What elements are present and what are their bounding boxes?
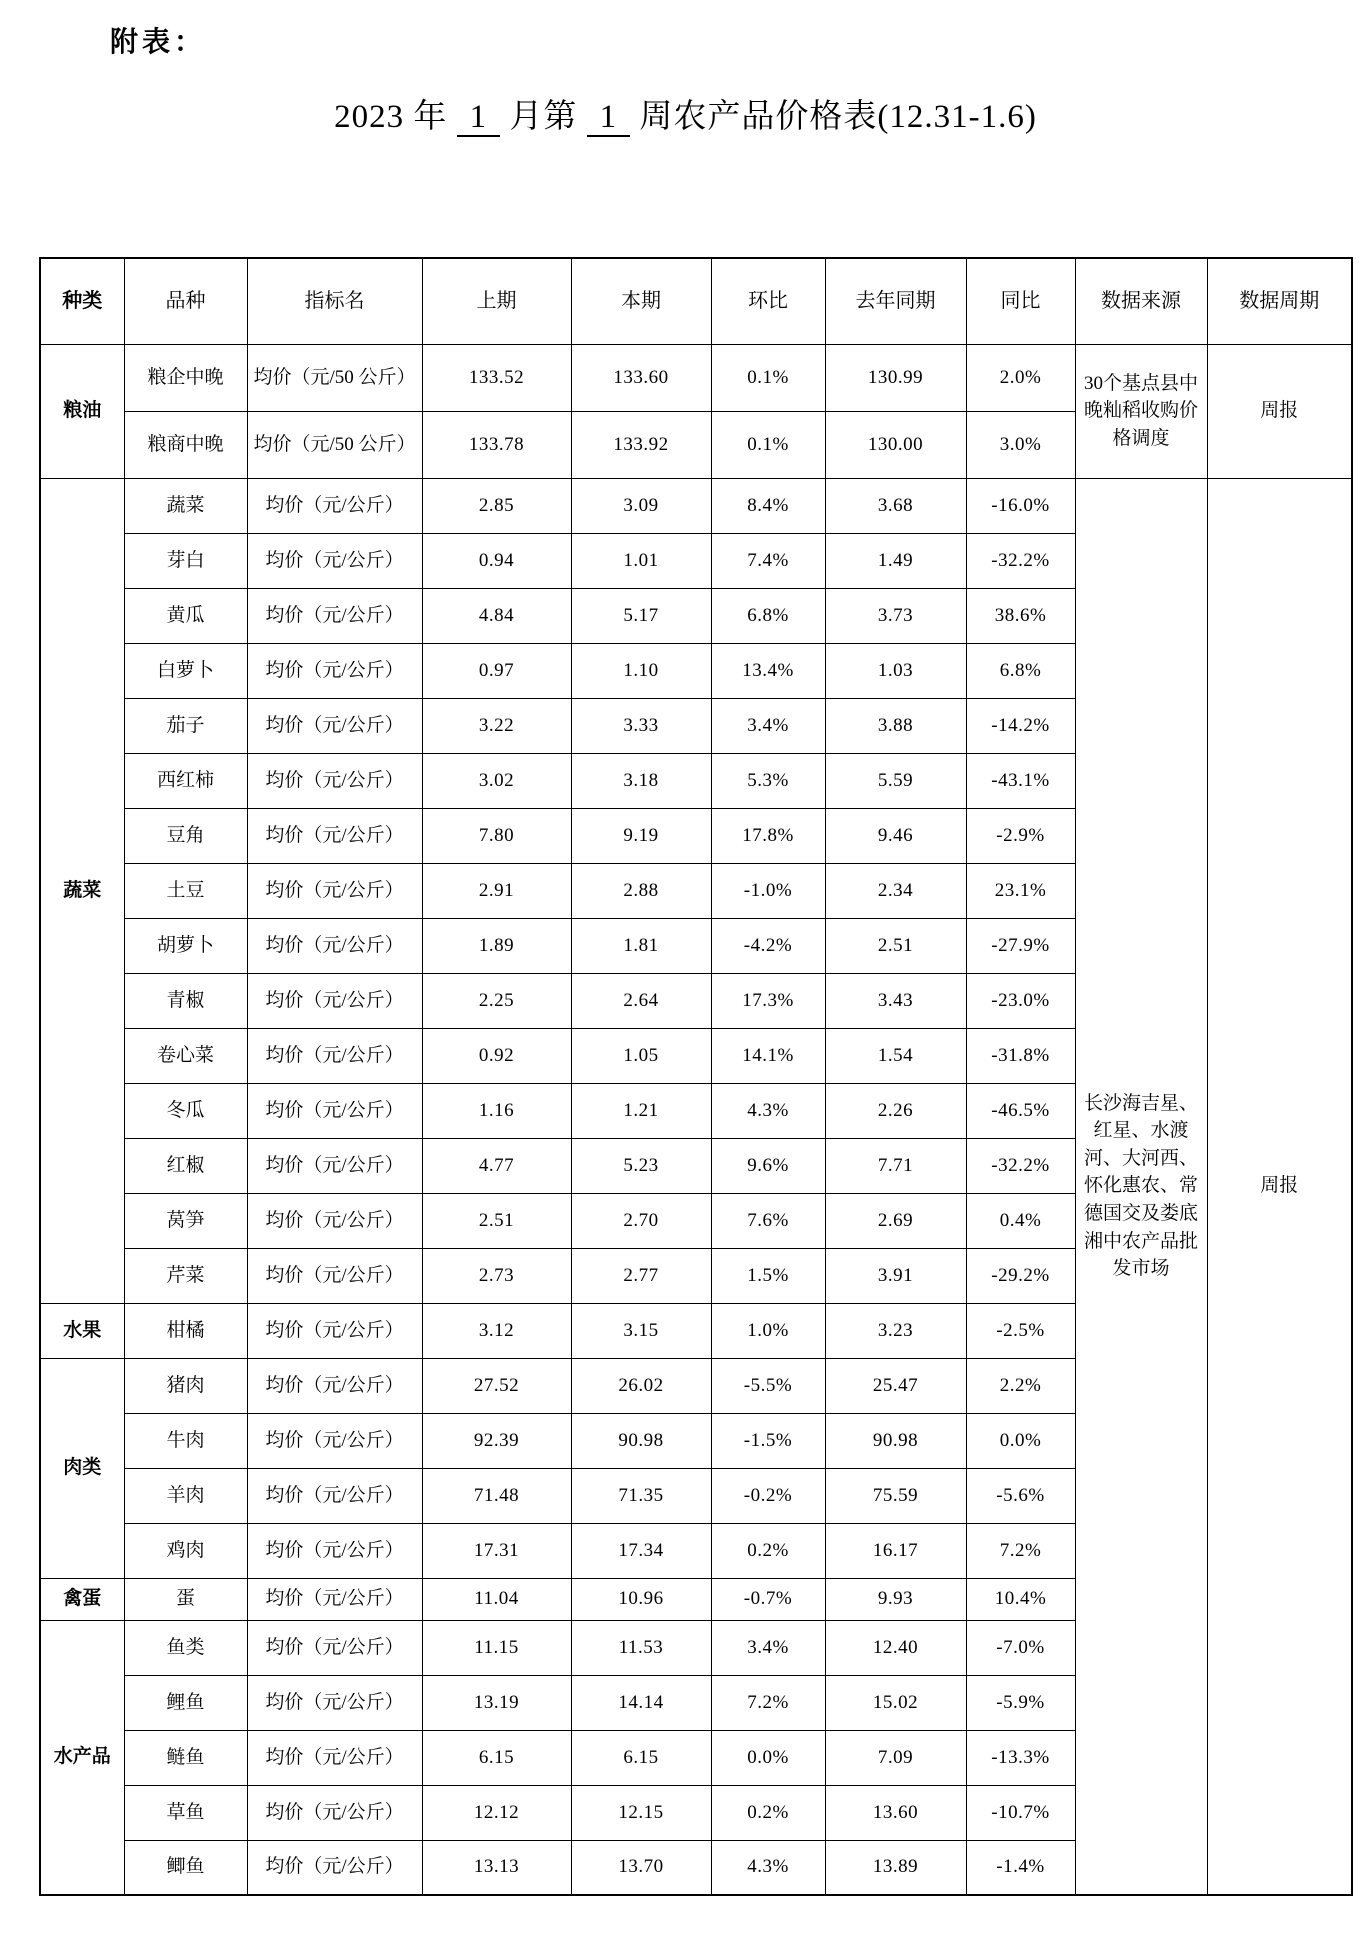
previous-period-cell: 0.97 xyxy=(422,643,571,698)
yoy-change-cell: -13.3% xyxy=(966,1730,1075,1785)
indicator-cell: 均价（元/公斤） xyxy=(247,918,422,973)
previous-period-cell: 2.85 xyxy=(422,478,571,533)
previous-period-cell: 2.25 xyxy=(422,973,571,1028)
indicator-cell: 均价（元/公斤） xyxy=(247,1303,422,1358)
header-current-period: 本期 xyxy=(571,258,711,344)
header-yoy-change: 同比 xyxy=(966,258,1075,344)
variety-cell: 芹菜 xyxy=(124,1248,247,1303)
yoy-change-cell: 0.0% xyxy=(966,1413,1075,1468)
mom-change-cell: 0.1% xyxy=(711,344,825,411)
variety-cell: 土豆 xyxy=(124,863,247,918)
previous-period-cell: 11.15 xyxy=(422,1620,571,1675)
yoy-change-cell: -32.2% xyxy=(966,1138,1075,1193)
variety-cell: 茄子 xyxy=(124,698,247,753)
previous-period-cell: 0.94 xyxy=(422,533,571,588)
yoy-change-cell: -5.6% xyxy=(966,1468,1075,1523)
yoy-change-cell: 38.6% xyxy=(966,588,1075,643)
previous-period-cell: 7.80 xyxy=(422,808,571,863)
mom-change-cell: 6.8% xyxy=(711,588,825,643)
mom-change-cell: -5.5% xyxy=(711,1358,825,1413)
yoy-change-cell: -16.0% xyxy=(966,478,1075,533)
current-period-cell: 12.15 xyxy=(571,1785,711,1840)
mom-change-cell: 3.4% xyxy=(711,698,825,753)
previous-period-cell: 2.73 xyxy=(422,1248,571,1303)
data-period-cell: 周报 xyxy=(1207,344,1352,478)
variety-cell: 豆角 xyxy=(124,808,247,863)
yoy-change-cell: 23.1% xyxy=(966,863,1075,918)
mom-change-cell: 0.2% xyxy=(711,1523,825,1578)
indicator-cell: 均价（元/公斤） xyxy=(247,1468,422,1523)
header-mom-change: 环比 xyxy=(711,258,825,344)
indicator-cell: 均价（元/公斤） xyxy=(247,643,422,698)
last-year-cell: 3.88 xyxy=(825,698,966,753)
table-header xyxy=(40,258,1352,344)
current-period-cell: 14.14 xyxy=(571,1675,711,1730)
previous-period-cell: 133.52 xyxy=(422,344,571,411)
yoy-change-cell: -7.0% xyxy=(966,1620,1075,1675)
indicator-cell: 均价（元/公斤） xyxy=(247,478,422,533)
last-year-cell: 2.26 xyxy=(825,1083,966,1138)
last-year-cell: 12.40 xyxy=(825,1620,966,1675)
indicator-cell: 均价（元/公斤） xyxy=(247,1248,422,1303)
indicator-cell: 均价（元/公斤） xyxy=(247,1578,422,1620)
last-year-cell: 7.71 xyxy=(825,1138,966,1193)
table-row xyxy=(40,478,1352,533)
indicator-cell: 均价（元/公斤） xyxy=(247,588,422,643)
current-period-cell: 133.92 xyxy=(571,411,711,478)
previous-period-cell: 71.48 xyxy=(422,1468,571,1523)
indicator-cell: 均价（元/公斤） xyxy=(247,1785,422,1840)
last-year-cell: 3.91 xyxy=(825,1248,966,1303)
current-period-cell: 5.23 xyxy=(571,1138,711,1193)
variety-cell: 蔬菜 xyxy=(124,478,247,533)
variety-cell: 冬瓜 xyxy=(124,1083,247,1138)
indicator-cell: 均价（元/公斤） xyxy=(247,1523,422,1578)
last-year-cell: 1.54 xyxy=(825,1028,966,1083)
mom-change-cell: 17.8% xyxy=(711,808,825,863)
previous-period-cell: 12.12 xyxy=(422,1785,571,1840)
header-last-year-same-period: 去年同期 xyxy=(825,258,966,344)
indicator-cell: 均价（元/公斤） xyxy=(247,1028,422,1083)
mom-change-cell: 9.6% xyxy=(711,1138,825,1193)
title-part-year: 2023 年 xyxy=(334,99,448,135)
variety-cell: 柑橘 xyxy=(124,1303,247,1358)
current-period-cell: 1.10 xyxy=(571,643,711,698)
mom-change-cell: 4.3% xyxy=(711,1083,825,1138)
previous-period-cell: 133.78 xyxy=(422,411,571,478)
current-period-cell: 2.70 xyxy=(571,1193,711,1248)
variety-cell: 牛肉 xyxy=(124,1413,247,1468)
previous-period-cell: 6.15 xyxy=(422,1730,571,1785)
mom-change-cell: 7.4% xyxy=(711,533,825,588)
table-row xyxy=(40,344,1352,411)
last-year-cell: 15.02 xyxy=(825,1675,966,1730)
title-part-mid: 月第 xyxy=(509,99,578,135)
variety-cell: 莴笋 xyxy=(124,1193,247,1248)
last-year-cell: 16.17 xyxy=(825,1523,966,1578)
variety-cell: 卷心菜 xyxy=(124,1028,247,1083)
yoy-change-cell: -32.2% xyxy=(966,533,1075,588)
indicator-cell: 均价（元/公斤） xyxy=(247,973,422,1028)
page-title xyxy=(0,90,1371,137)
current-period-cell: 1.05 xyxy=(571,1028,711,1083)
yoy-change-cell: 7.2% xyxy=(966,1523,1075,1578)
category-cell: 禽蛋 xyxy=(40,1578,124,1620)
last-year-cell: 2.69 xyxy=(825,1193,966,1248)
current-period-cell: 1.21 xyxy=(571,1083,711,1138)
mom-change-cell: 0.2% xyxy=(711,1785,825,1840)
current-period-cell: 6.15 xyxy=(571,1730,711,1785)
yoy-change-cell: 10.4% xyxy=(966,1578,1075,1620)
indicator-cell: 均价（元/公斤） xyxy=(247,533,422,588)
variety-cell: 芽白 xyxy=(124,533,247,588)
indicator-cell: 均价（元/50 公斤） xyxy=(247,411,422,478)
indicator-cell: 均价（元/公斤） xyxy=(247,1083,422,1138)
category-cell: 蔬菜 xyxy=(40,478,124,1303)
current-period-cell: 2.77 xyxy=(571,1248,711,1303)
category-cell: 水果 xyxy=(40,1303,124,1358)
title-month-blank: 1 xyxy=(457,99,501,137)
header-row xyxy=(40,258,1352,344)
variety-cell: 红椒 xyxy=(124,1138,247,1193)
last-year-cell: 2.51 xyxy=(825,918,966,973)
yoy-change-cell: 6.8% xyxy=(966,643,1075,698)
last-year-cell: 130.00 xyxy=(825,411,966,478)
current-period-cell: 13.70 xyxy=(571,1840,711,1895)
yoy-change-cell: -2.9% xyxy=(966,808,1075,863)
current-period-cell: 3.09 xyxy=(571,478,711,533)
header-data-period: 数据周期 xyxy=(1207,258,1352,344)
mom-change-cell: 7.2% xyxy=(711,1675,825,1730)
indicator-cell: 均价（元/公斤） xyxy=(247,1413,422,1468)
variety-cell: 白萝卜 xyxy=(124,643,247,698)
title-part-suffix: 周农产品价格表(12.31-1.6) xyxy=(639,99,1037,135)
title-week-blank: 1 xyxy=(587,99,631,137)
variety-cell: 黄瓜 xyxy=(124,588,247,643)
data-source-cell: 长沙海吉星、红星、水渡河、大河西、怀化惠农、常德国交及娄底湘中农产品批发市场 xyxy=(1075,478,1207,1895)
header-data-source: 数据来源 xyxy=(1075,258,1207,344)
previous-period-cell: 3.12 xyxy=(422,1303,571,1358)
previous-period-cell: 3.02 xyxy=(422,753,571,808)
previous-period-cell: 13.19 xyxy=(422,1675,571,1730)
agricultural-price-table xyxy=(39,257,1353,1896)
variety-cell: 青椒 xyxy=(124,973,247,1028)
current-period-cell: 1.01 xyxy=(571,533,711,588)
indicator-cell: 均价（元/公斤） xyxy=(247,808,422,863)
variety-cell: 鸡肉 xyxy=(124,1523,247,1578)
indicator-cell: 均价（元/公斤） xyxy=(247,863,422,918)
current-period-cell: 2.64 xyxy=(571,973,711,1028)
yoy-change-cell: -31.8% xyxy=(966,1028,1075,1083)
mom-change-cell: 4.3% xyxy=(711,1840,825,1895)
category-cell: 肉类 xyxy=(40,1358,124,1578)
variety-cell: 鲫鱼 xyxy=(124,1840,247,1895)
current-period-cell: 17.34 xyxy=(571,1523,711,1578)
mom-change-cell: -0.2% xyxy=(711,1468,825,1523)
category-cell: 粮油 xyxy=(40,344,124,478)
variety-cell: 羊肉 xyxy=(124,1468,247,1523)
yoy-change-cell: 2.0% xyxy=(966,344,1075,411)
indicator-cell: 均价（元/公斤） xyxy=(247,1730,422,1785)
current-period-cell: 9.19 xyxy=(571,808,711,863)
mom-change-cell: -1.0% xyxy=(711,863,825,918)
current-period-cell: 3.18 xyxy=(571,753,711,808)
variety-cell: 草鱼 xyxy=(124,1785,247,1840)
current-period-cell: 1.81 xyxy=(571,918,711,973)
mom-change-cell: -1.5% xyxy=(711,1413,825,1468)
header-indicator: 指标名 xyxy=(247,258,422,344)
price-table-body xyxy=(40,344,1352,1895)
last-year-cell: 1.03 xyxy=(825,643,966,698)
last-year-cell: 25.47 xyxy=(825,1358,966,1413)
indicator-cell: 均价（元/公斤） xyxy=(247,1358,422,1413)
mom-change-cell: 5.3% xyxy=(711,753,825,808)
yoy-change-cell: -14.2% xyxy=(966,698,1075,753)
mom-change-cell: -0.7% xyxy=(711,1578,825,1620)
yoy-change-cell: -43.1% xyxy=(966,753,1075,808)
previous-period-cell: 4.77 xyxy=(422,1138,571,1193)
previous-period-cell: 0.92 xyxy=(422,1028,571,1083)
previous-period-cell: 27.52 xyxy=(422,1358,571,1413)
last-year-cell: 3.73 xyxy=(825,588,966,643)
last-year-cell: 13.89 xyxy=(825,1840,966,1895)
previous-period-cell: 1.16 xyxy=(422,1083,571,1138)
yoy-change-cell: -23.0% xyxy=(966,973,1075,1028)
previous-period-cell: 2.91 xyxy=(422,863,571,918)
previous-period-cell: 1.89 xyxy=(422,918,571,973)
variety-cell: 粮企中晚 xyxy=(124,344,247,411)
yoy-change-cell: -5.9% xyxy=(966,1675,1075,1730)
last-year-cell: 130.99 xyxy=(825,344,966,411)
indicator-cell: 均价（元/公斤） xyxy=(247,753,422,808)
yoy-change-cell: -2.5% xyxy=(966,1303,1075,1358)
yoy-change-cell: 2.2% xyxy=(966,1358,1075,1413)
previous-period-cell: 3.22 xyxy=(422,698,571,753)
yoy-change-cell: -27.9% xyxy=(966,918,1075,973)
yoy-change-cell: -46.5% xyxy=(966,1083,1075,1138)
current-period-cell: 26.02 xyxy=(571,1358,711,1413)
mom-change-cell: 17.3% xyxy=(711,973,825,1028)
header-variety: 品种 xyxy=(124,258,247,344)
current-period-cell: 10.96 xyxy=(571,1578,711,1620)
indicator-cell: 均价（元/公斤） xyxy=(247,1138,422,1193)
last-year-cell: 5.59 xyxy=(825,753,966,808)
mom-change-cell: 3.4% xyxy=(711,1620,825,1675)
variety-cell: 蛋 xyxy=(124,1578,247,1620)
yoy-change-cell: -1.4% xyxy=(966,1840,1075,1895)
mom-change-cell: 8.4% xyxy=(711,478,825,533)
last-year-cell: 13.60 xyxy=(825,1785,966,1840)
current-period-cell: 90.98 xyxy=(571,1413,711,1468)
previous-period-cell: 92.39 xyxy=(422,1413,571,1468)
last-year-cell: 3.68 xyxy=(825,478,966,533)
last-year-cell: 3.43 xyxy=(825,973,966,1028)
header-previous-period: 上期 xyxy=(422,258,571,344)
current-period-cell: 11.53 xyxy=(571,1620,711,1675)
mom-change-cell: 1.0% xyxy=(711,1303,825,1358)
yoy-change-cell: -29.2% xyxy=(966,1248,1075,1303)
last-year-cell: 2.34 xyxy=(825,863,966,918)
last-year-cell: 3.23 xyxy=(825,1303,966,1358)
yoy-change-cell: 3.0% xyxy=(966,411,1075,478)
variety-cell: 猪肉 xyxy=(124,1358,247,1413)
category-cell: 水产品 xyxy=(40,1620,124,1895)
previous-period-cell: 11.04 xyxy=(422,1578,571,1620)
mom-change-cell: 14.1% xyxy=(711,1028,825,1083)
variety-cell: 粮商中晚 xyxy=(124,411,247,478)
mom-change-cell: 13.4% xyxy=(711,643,825,698)
last-year-cell: 9.46 xyxy=(825,808,966,863)
mom-change-cell: -4.2% xyxy=(711,918,825,973)
indicator-cell: 均价（元/公斤） xyxy=(247,1840,422,1895)
current-period-cell: 2.88 xyxy=(571,863,711,918)
variety-cell: 鲤鱼 xyxy=(124,1675,247,1730)
last-year-cell: 9.93 xyxy=(825,1578,966,1620)
variety-cell: 西红柿 xyxy=(124,753,247,808)
previous-period-cell: 17.31 xyxy=(422,1523,571,1578)
last-year-cell: 75.59 xyxy=(825,1468,966,1523)
data-source-cell: 30个基点县中晚籼稻收购价格调度 xyxy=(1075,344,1207,478)
indicator-cell: 均价（元/公斤） xyxy=(247,1193,422,1248)
attachment-note-label: 附表： xyxy=(110,27,207,58)
mom-change-cell: 0.0% xyxy=(711,1730,825,1785)
yoy-change-cell: 0.4% xyxy=(966,1193,1075,1248)
previous-period-cell: 13.13 xyxy=(422,1840,571,1895)
data-period-cell: 周报 xyxy=(1207,478,1352,1895)
current-period-cell: 133.60 xyxy=(571,344,711,411)
indicator-cell: 均价（元/公斤） xyxy=(247,698,422,753)
mom-change-cell: 7.6% xyxy=(711,1193,825,1248)
mom-change-cell: 0.1% xyxy=(711,411,825,478)
yoy-change-cell: -10.7% xyxy=(966,1785,1075,1840)
variety-cell: 鱼类 xyxy=(124,1620,247,1675)
current-period-cell: 3.33 xyxy=(571,698,711,753)
indicator-cell: 均价（元/公斤） xyxy=(247,1675,422,1730)
variety-cell: 胡萝卜 xyxy=(124,918,247,973)
last-year-cell: 7.09 xyxy=(825,1730,966,1785)
indicator-cell: 均价（元/公斤） xyxy=(247,1620,422,1675)
current-period-cell: 71.35 xyxy=(571,1468,711,1523)
current-period-cell: 5.17 xyxy=(571,588,711,643)
mom-change-cell: 1.5% xyxy=(711,1248,825,1303)
last-year-cell: 90.98 xyxy=(825,1413,966,1468)
previous-period-cell: 2.51 xyxy=(422,1193,571,1248)
last-year-cell: 1.49 xyxy=(825,533,966,588)
previous-period-cell: 4.84 xyxy=(422,588,571,643)
indicator-cell: 均价（元/50 公斤） xyxy=(247,344,422,411)
current-period-cell: 3.15 xyxy=(571,1303,711,1358)
variety-cell: 鲢鱼 xyxy=(124,1730,247,1785)
header-category: 种类 xyxy=(40,258,124,344)
